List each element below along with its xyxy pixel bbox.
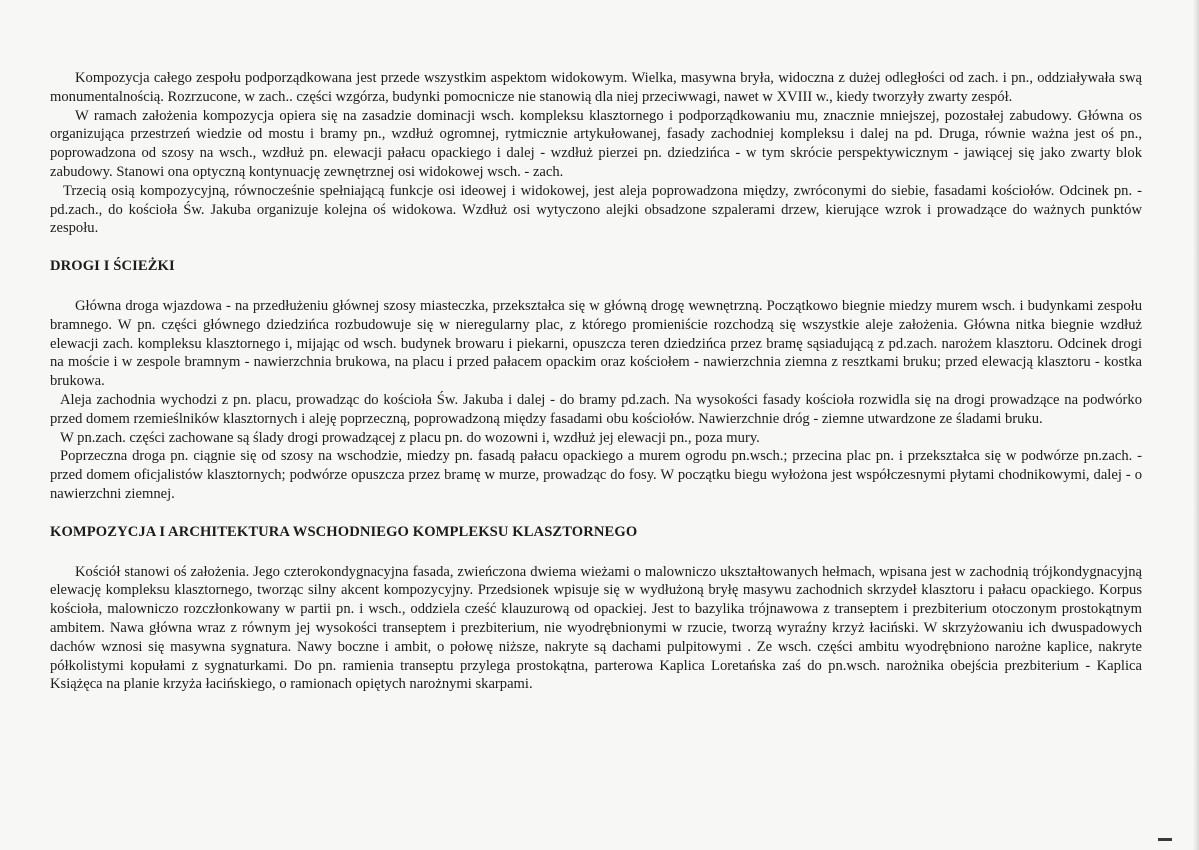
paragraph-composition-axes: W ramach założenia kompozycja opiera się na zasadzie dominacji wsch. kompleksu klasztornego i podporządkowaniu mu, znacznie mniejszej, pozostałej zabudowy. Główna os organizująca przestrzeń wiedzie od mostu i bramy pn., wzdłuż ogromnej, rytmicznie artykułowanej, fasady zachodniej kompleksu i dalej na pd. Druga, równie ważna jest oś pn., poprowadzona od szosy na wsch., wzdłuż pn. elewacji pałacu opackiego i dalej - wzdłuż pierzei pn. dziedzińca - w tym skrócie perspektywicznym - jawiącej się jako zwarty blok zabudowy. Stanowi ona optyczną kontynuację zewnętrznej osi widokowej wsch. - zach. xyxy=(50,107,1142,180)
scan-mark xyxy=(1158,838,1172,841)
heading-eastern-monastery-complex: KOMPOZYCJA I ARCHITEKTURA WSCHODNIEGO KOMPLEKSU KLASZTORNEGO xyxy=(50,523,638,540)
paragraph-western-alley: Aleja zachodnia wychodzi z pn. placu, prowadząc do kościoła Św. Jakuba i dalej - do bramy pd.zach. Na wysokości fasady kościoła rozwidla się na drogi prowadzące na podwórko przed domem rzemieślników klasztornych i aleję poprzeczną, poprowadzoną między fasadami obu kościołów. Nawierzchnie dróg - ziemne utwardzone ze śladami bruku. xyxy=(50,391,1142,427)
paragraph-composition-third-axis: Trzecią osią kompozycyjną, równocześnie spełniającą funkcje osi ideowej i widokowej, jest aleja poprowadzona między, zwróconymi do siebie, fasadami kościołów. Odcinek pn. - pd.zach., do kościoła Św. Jakuba organizuje kolejna oś widokowa. Wzdłuż osi wytyczono alejki obsadzone szpalerami drzew, kierujące wzrok i prowadzące do ważnych punktów zespołu. xyxy=(50,182,1142,237)
paragraph-main-road: Główna droga wjazdowa - na przedłużeniu głównej szosy miasteczka, przekształca się w główną drogę wewnętrzną. Początkowo biegnie miedzy murem wsch. i budynkami zespołu bramnego. W pn. części głównego dziedzińca rozbudowuje się w nieregularny plac, z którego promieniście rozchodzą się wszystkie aleje założenia. Główna nitka biegnie wzdłuż elewacji zach. kompleksu klasztornego i, mijając od wsch. budynek browaru i piekarni, opuszcza teren dziedzińca przez bramę sąsiadującą z pd.zach. narożem klasztoru. Odcinek drogi na moście i w zespole bramnym - nawierzchnia brukowa, na placu i przed pałacem opackim oraz kościołem - nawierzchnia ziemna z resztkami bruku; przed elewacją klasztoru - kostka brukowa. xyxy=(50,297,1142,390)
paragraph-northwest-road: W pn.zach. części zachowane są ślady drogi prowadzącej z placu pn. do wozowni i, wzdłuż jej elewacji pn., poza mury. xyxy=(60,429,760,446)
document-body xyxy=(50,69,1142,694)
paragraph-composition-intro: Kompozycja całego zespołu podporządkowana jest przede wszystkim aspektom widokowym. Wielka, masywna bryła, widoczna z dużej odległości od zach. i pn., oddziaływała swą monumentalnością. Rozrzucone, w zach.. części wzgórza, budynki pomocnicze nie stanowią dla niej przeciwwagi, nawet w XVIII w., kiedy tworzyły zwarty zespół. xyxy=(50,70,1142,105)
paragraph-church-architecture: Kościół stanowi oś założenia. Jego czterokondygnacyjna fasada, zwieńczona dwiema wieżami o malowniczo ukształtowanych hełmach, wpisana jest w zachodnią trójkondygnacyjną elewację kompleksu klasztornego, tworząc silny akcent kompozycyjny. Przedsionek wpisuje się w wydłużoną bryłę masywu zachodnich skrzydeł klasztoru i pałacu opackiego. Korpus kościoła, malowniczo rozczłonkowany w partii pn. i wsch., oddziela cześć klauzurową od opackiej. Jest to bazylika trójnawowa z transeptem i prezbiterium otoczonym prostokątnym ambitem. Nawa główna wraz z równym jej wysokości transeptem i prezbiterium, nie wyodrębnionymi w rzucie, tworzą wyraźny krzyż łaciński. W skrzyżowaniu ich dwuspadowych dachów wznosi się masywna sygnatura. Nawy boczne i ambit, o połowę niższe, nakryte są dachami pulpitowymi . Ze wsch. części ambitu wyodrębniono narożne kaplice, nakryte półkolistymi kopułami z sygnaturkami. Do pn. ramienia transeptu przylega prostokątna, parterowa Kaplica Loretańska zaś do pn.wsch. narożnika obejścia prezbiterium - Kaplica Książęca na planie krzyża łacińskiego, o ramionach opiętych narożnymi skarpami. xyxy=(50,563,1142,693)
scan-edge xyxy=(1193,0,1199,850)
paragraph-cross-road: Poprzeczna droga pn. ciągnie się od szosy na wschodzie, miedzy pn. fasadą pałacu opackiego a murem ogrodu pn.wsch.; przecina plac pn. i przekształca się w podwórze pn.zach. - przed domem oficjalistów klasztornych; podwórze opuszcza przez bramę w murze, prowadząc do fosy. W początku biegu wyłożona jest współczesnymi płytami chodnikowymi, dalej - o nawierzchni ziemnej. xyxy=(50,448,1142,502)
heading-roads-and-paths: DROGI I ŚCIEŻKI xyxy=(50,258,175,275)
